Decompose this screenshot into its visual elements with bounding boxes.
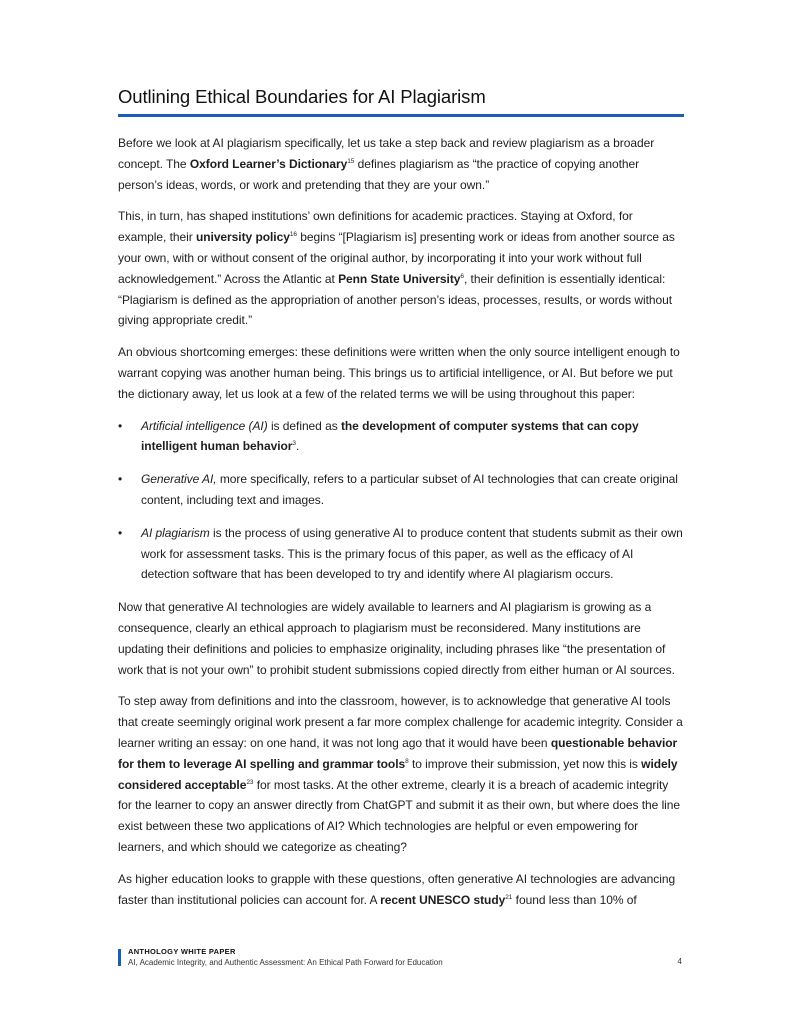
paragraph-reconsider-approach (118, 597, 684, 680)
reference-link-oxford-dictionary[interactable]: Oxford Learner’s Dictionary (189, 156, 348, 171)
footer-text (128, 947, 684, 968)
citation-marker[interactable]: 15 (347, 157, 355, 165)
reference-link-university-policy[interactable]: university policy (195, 230, 290, 245)
section-title: Outlining Ethical Boundaries for AI Plagiarism (118, 86, 684, 117)
text-run: Now that generative AI technologies are widely available to learners and AI plagiarism is growing as a consequence, clearly an ethical approach to plagiarism must be reconsidered. Many institutions are updating their definitions and policies to emphasize originality, including phrases like “the presentation of work that is not your own” to prohibit student submissions copied directly from either human or AI sources. (118, 600, 675, 677)
text-run: An obvious shortcoming emerges: these definitions were written when the only source intelligent enough to warrant copying was another human being. This brings us to artificial intelligence, or AI. But before we put the dictionary away, let us look at a few of the related terms we will be using throughout this paper: (118, 345, 680, 401)
text-run: Before we look at AI plagiarism specifically, let us take a step back and review plagiarism as a broader concept. The (118, 136, 655, 171)
text-run: . (295, 439, 300, 454)
text-run: is the process of using generative AI to produce content that students submit as their own work for assessment tasks. This is the primary focus of this paper, as well as the efficacy of AI detection software that has been developed to try and identify where AI plagiarism occurs. (141, 525, 683, 582)
term-label: Generative AI, (141, 472, 217, 487)
citation-marker[interactable]: 8 (405, 757, 409, 765)
footer-title: ANTHOLOGY WHITE PAPER (128, 947, 236, 956)
text-run: As higher education looks to grapple with these questions, often generative AI technologies are advancing faster than institutional policies can account for. A (118, 871, 676, 907)
citation-marker[interactable]: 6 (460, 272, 464, 280)
reference-link-widely-acceptable[interactable]: widely considered acceptable (118, 756, 678, 792)
text-run: is defined as (267, 418, 341, 433)
paragraph-institution-definitions (118, 206, 684, 331)
list-item-generative-ai (118, 469, 684, 511)
text-run: found less than 10% of (512, 892, 637, 907)
page-content (118, 86, 684, 921)
text-run: This, in turn, has shaped institutions’ own definitions for academic practices. Staying at Oxford, for example, their (118, 209, 633, 245)
list-item-ai-plagiarism (118, 523, 684, 585)
text-run: defines plagiarism as “the practice of copying another person’s ideas, words, or work and pretending that they are your own.” (118, 156, 640, 192)
list-item-artificial-intelligence (118, 416, 684, 458)
citation-marker[interactable]: 23 (246, 778, 254, 786)
term-label: AI plagiarism (141, 525, 210, 540)
reference-link-ai-definition[interactable]: the development of computer systems that can copy intelligent human behavior (141, 418, 639, 454)
paragraph-shortcoming (118, 342, 684, 404)
terms-list (118, 416, 684, 586)
footer-subtitle: AI, Academic Integrity, and Authentic Assessment: An Ethical Path Forward for Education (128, 958, 443, 967)
reference-link-penn-state[interactable]: Penn State University (338, 271, 461, 286)
text-run: more specifically, refers to a particular subset of AI technologies that can create original content, including text and images. (141, 472, 678, 507)
citation-marker[interactable]: 3 (292, 440, 296, 448)
page-footer (118, 947, 684, 968)
bullet-marker: • (118, 525, 123, 540)
reference-link-ai-tools[interactable]: questionable behavior for them to leverage AI spelling and grammar tools (118, 735, 678, 771)
citation-marker[interactable]: 16 (289, 231, 297, 239)
paragraph-plagiarism-definition (118, 133, 684, 195)
text-run: for most tasks. At the other extreme, clearly it is a breach of academic integrity for the learner to copy an answer directly from ChatGPT and submit it as their own, but where does the line exist between these two applications of AI? Which technologies are helpful or even empowering for learners, and which should we categorize as cheating? (118, 777, 681, 854)
footer-accent-bar (118, 949, 121, 966)
reference-link-unesco-study[interactable]: recent UNESCO study (380, 892, 506, 907)
text-run: To step away from definitions and into the classroom, however, is to acknowledge that generative AI tools that create seemingly original work present a far more complex challenge for academic integrity. Consider a learner writing an essay: on one hand, it was not long ago that it would have been (118, 694, 683, 750)
page-number: 4 (677, 957, 682, 966)
paragraph-classroom (118, 691, 684, 857)
text-run: begins “[Plagiarism is] presenting work or ideas from another source as your own, with or without consent of the original author, by incorporating it into your work without full acknowledgement.” Across the Atlantic at (118, 230, 675, 286)
citation-marker[interactable]: 21 (505, 893, 513, 901)
text-run: , their definition is essentially identical: “Plagiarism is defined as the appropriation of another person’s ideas, processes, results, or words without giving appropriate credit.” (118, 271, 673, 328)
paragraph-higher-education (118, 869, 684, 911)
bullet-marker: • (118, 472, 123, 487)
bullet-marker: • (118, 418, 123, 433)
term-label: Artificial intelligence (AI) (141, 418, 268, 433)
text-run: to improve their submission, yet now this is (408, 756, 642, 771)
